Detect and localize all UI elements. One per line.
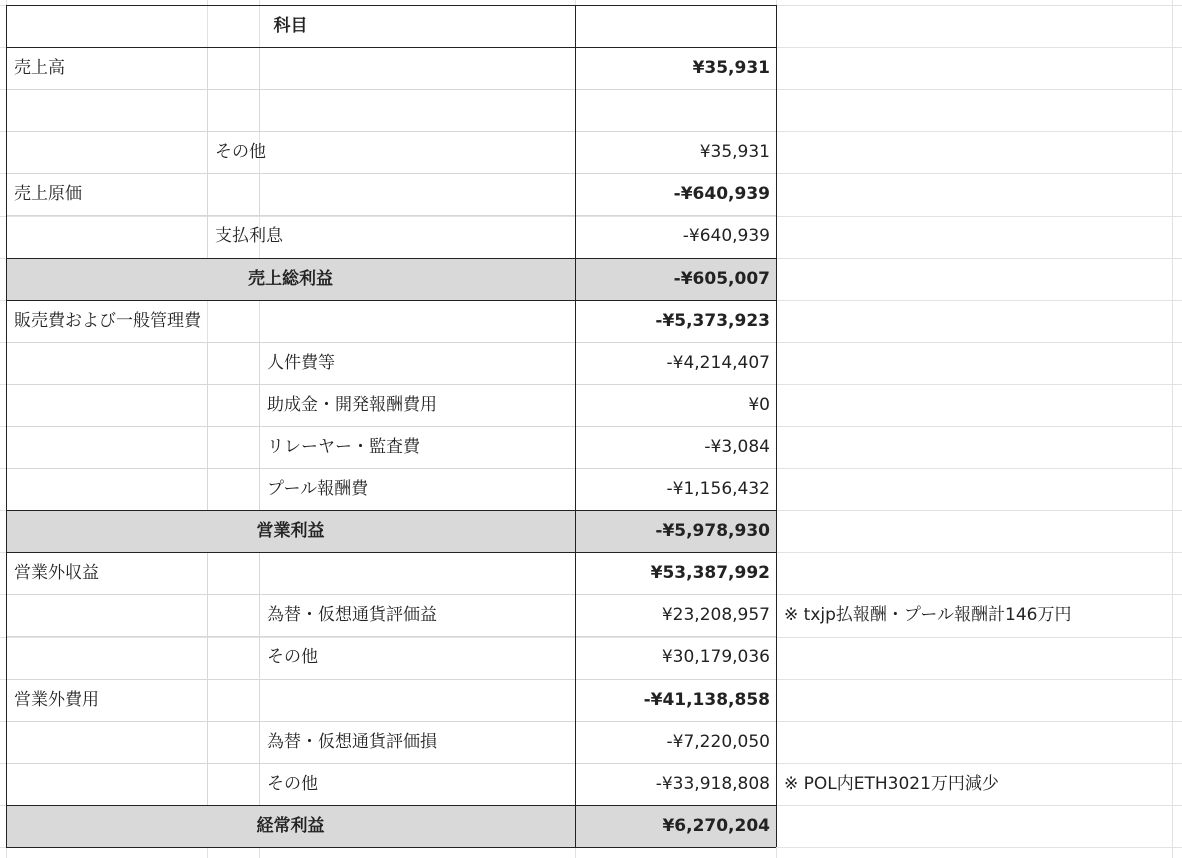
col-divider xyxy=(207,384,208,426)
row-divider xyxy=(6,173,776,174)
table-column-border xyxy=(575,5,576,847)
subtotal-label[interactable]: 売上総利益 xyxy=(248,268,333,289)
col-divider xyxy=(207,594,208,636)
row-divider xyxy=(6,468,776,469)
row-label[interactable] xyxy=(6,89,575,131)
row-label[interactable]: 営業外費用 xyxy=(14,689,99,710)
col-divider xyxy=(259,594,260,636)
row-amount[interactable]: -¥640,939 xyxy=(682,226,770,247)
row-divider xyxy=(6,763,776,764)
row-label[interactable]: リレーヤー・監査費 xyxy=(267,436,420,457)
row-divider xyxy=(6,426,776,427)
row-note[interactable]: ※ POL内ETH3021万円減少 xyxy=(784,773,999,794)
row-amount[interactable]: -¥3,084 xyxy=(704,436,770,457)
row-amount[interactable]: -¥5,373,923 xyxy=(655,310,770,331)
col-divider xyxy=(207,47,208,89)
subtotal-label[interactable]: 経常利益 xyxy=(256,815,325,836)
subtotal-top-border xyxy=(6,258,776,259)
row-amount[interactable]: ¥35,931 xyxy=(699,142,770,163)
row-divider xyxy=(6,384,776,385)
row-amount[interactable] xyxy=(575,89,776,131)
row-divider xyxy=(6,342,776,343)
row-label[interactable]: 営業外収益 xyxy=(14,563,99,584)
col-divider xyxy=(259,47,260,89)
row-amount[interactable]: ¥6,270,204 xyxy=(662,815,770,836)
row-label[interactable]: プール報酬費 xyxy=(267,479,369,500)
row-label[interactable]: その他 xyxy=(267,647,318,668)
row-amount[interactable]: -¥1,156,432 xyxy=(666,479,770,500)
header-amount[interactable] xyxy=(575,5,776,47)
row-label[interactable]: 売上高 xyxy=(14,58,65,79)
subtotal-label[interactable]: 営業利益 xyxy=(256,521,325,542)
col-divider xyxy=(207,679,208,721)
col-divider xyxy=(259,342,260,384)
header-subject[interactable]: 科目 xyxy=(273,16,308,36)
table-column-border xyxy=(6,5,7,847)
col-divider xyxy=(207,721,208,763)
subtotal-top-border xyxy=(6,510,776,511)
col-divider xyxy=(259,636,260,678)
row-label[interactable]: 助成金・開発報酬費用 xyxy=(267,394,437,415)
col-divider xyxy=(259,384,260,426)
col-divider xyxy=(207,215,208,257)
row-amount[interactable]: -¥33,918,808 xyxy=(655,773,770,794)
row-divider xyxy=(6,89,776,90)
col-divider xyxy=(207,131,208,173)
row-label[interactable]: その他 xyxy=(215,142,266,163)
row-divider xyxy=(6,721,776,722)
col-divider xyxy=(207,342,208,384)
subtotal-bottom-border xyxy=(6,300,776,301)
col-divider xyxy=(259,763,260,805)
row-label[interactable]: 販売費および一般管理費 xyxy=(14,310,201,331)
subtotal-bottom-border xyxy=(6,552,776,553)
col-divider xyxy=(207,763,208,805)
row-divider xyxy=(6,215,776,216)
row-label[interactable]: 人件費等 xyxy=(267,352,335,373)
row-amount[interactable]: ¥0 xyxy=(748,394,770,415)
row-divider xyxy=(6,594,776,595)
subtotal-bottom-border xyxy=(6,847,776,848)
row-divider xyxy=(6,131,776,132)
col-divider xyxy=(207,173,208,215)
col-divider xyxy=(259,173,260,215)
row-amount[interactable]: ¥30,179,036 xyxy=(661,647,770,668)
row-amount[interactable]: -¥4,214,407 xyxy=(666,352,770,373)
col-divider xyxy=(259,552,260,594)
row-note[interactable]: ※ txjp払報酬・プール報酬計146万円 xyxy=(784,605,1072,626)
row-amount[interactable]: -¥5,978,930 xyxy=(655,521,770,542)
row-label[interactable]: その他 xyxy=(267,773,318,794)
col-divider xyxy=(207,468,208,510)
row-label[interactable]: 為替・仮想通貨評価益 xyxy=(267,605,437,626)
col-divider xyxy=(207,426,208,468)
row-amount[interactable]: ¥23,208,957 xyxy=(661,605,770,626)
col-divider xyxy=(259,89,260,131)
row-amount[interactable]: ¥35,931 xyxy=(692,58,770,79)
row-amount[interactable]: -¥605,007 xyxy=(673,268,770,289)
row-amount[interactable]: -¥7,220,050 xyxy=(666,731,770,752)
row-label[interactable]: 為替・仮想通貨評価損 xyxy=(267,731,437,752)
col-divider xyxy=(207,89,208,131)
row-divider xyxy=(6,636,776,637)
col-divider xyxy=(207,636,208,678)
row-label[interactable]: 売上原価 xyxy=(14,184,82,205)
header-bottom-border xyxy=(6,47,776,48)
subtotal-top-border xyxy=(6,805,776,806)
row-amount[interactable]: -¥640,939 xyxy=(673,184,770,205)
gridline-col xyxy=(1172,0,1173,858)
table-top-border xyxy=(6,5,776,6)
table-column-border xyxy=(776,5,777,847)
row-amount[interactable]: ¥53,387,992 xyxy=(650,563,770,584)
col-divider xyxy=(259,721,260,763)
row-divider xyxy=(6,679,776,680)
row-amount[interactable]: -¥41,138,858 xyxy=(643,689,770,710)
col-divider xyxy=(259,426,260,468)
col-divider xyxy=(207,552,208,594)
col-divider xyxy=(259,468,260,510)
col-divider xyxy=(259,679,260,721)
row-label[interactable]: 支払利息 xyxy=(215,226,283,247)
